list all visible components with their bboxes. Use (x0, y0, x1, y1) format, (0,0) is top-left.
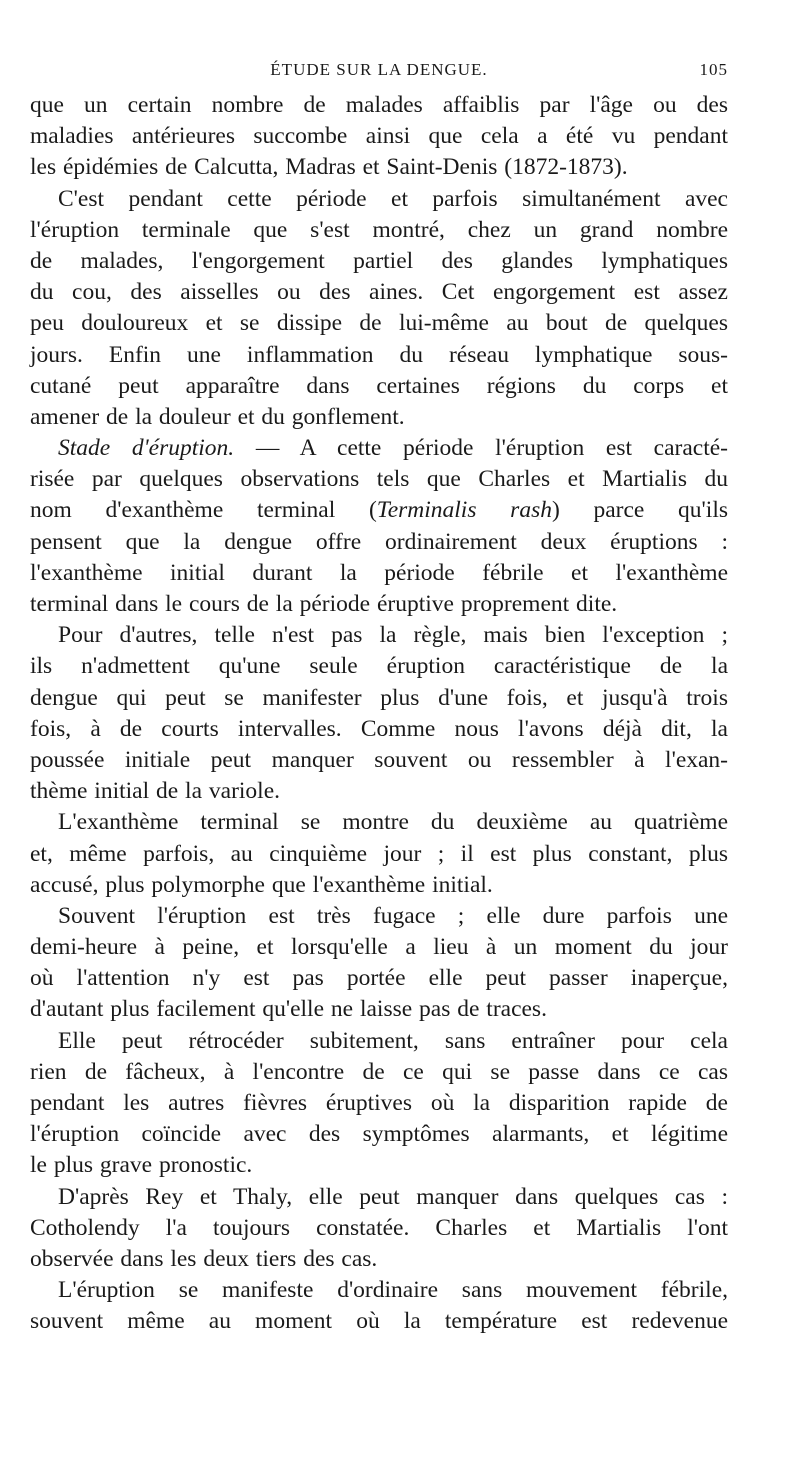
paragraph (30, 807, 728, 901)
paragraph (30, 90, 728, 184)
text-line: thème initial de la variole. (30, 778, 281, 805)
text-line: dengue qui peut se manifester plus d'une fois, et jusqu'à trois (30, 684, 728, 711)
text-line: risée par quelques observations tels que Charles et Martialis du (30, 466, 728, 493)
text-line: terminal dans le cours de la période éruptive proprement dite. (30, 591, 618, 617)
text-line: rien de fâcheux, à l'encontre de ce qui se passe dans ce cas (30, 1058, 728, 1085)
text-line: souvent même au moment où la température est redevenue (30, 1308, 728, 1335)
text-line: accusé, plus polymorphe que l'exanthème initial. (30, 871, 493, 898)
page-header (30, 60, 728, 90)
text-line: et, même parfois, au cinquième jour ; il est plus constant, plus (30, 840, 728, 867)
body-text (30, 90, 728, 1338)
text-line: Pour d'autres, telle n'est pas la règle, mais bien l'exception ; (58, 622, 728, 649)
book-page (30, 60, 728, 1338)
text-line: Souvent l'éruption est très fugace ; elle dure parfois une (58, 902, 728, 929)
text-line: Elle peut rétrocéder subitement, sans entraîner pour cela (58, 1027, 728, 1054)
text-line: L'éruption se manifeste d'ordinaire sans mouvement fébrile, (58, 1277, 728, 1304)
paragraph (30, 433, 728, 620)
text-line: d'autant plus facilement qu'elle ne laisse pas de traces. (30, 996, 547, 1023)
paragraph (30, 1026, 728, 1182)
text-segment: — A cette période l'éruption est caracté- (234, 435, 728, 462)
text-line: l'éruption terminale que s'est montré, chez un grand nombre (30, 216, 728, 243)
text-line: les épidémies de Calcutta, Madras et Saint-Denis (1872-1873). (30, 154, 628, 181)
text-line: l'exanthème initial durant la période fébrile et l'exanthème (30, 559, 728, 586)
text-line: demi-heure à peine, et lorsqu'elle a lieu à un moment du jour (30, 934, 728, 961)
text-line: le plus grave pronostic. (30, 1152, 253, 1179)
section-heading: Stade d'éruption. (58, 435, 235, 462)
text-line: fois, à de courts intervalles. Comme nous l'avons déjà dit, la (30, 715, 728, 742)
text-line: C'est pendant cette période et parfois simultanément avec (58, 185, 728, 212)
paragraph (30, 1275, 728, 1337)
text-line: jours. Enfin une inflammation du réseau lymphatique sous- (30, 341, 728, 368)
text-line: du cou, des aisselles ou des aines. Cet engorgement est assez (30, 279, 728, 306)
text-line: ils n'admettent qu'une seule éruption caractéristique de la (30, 653, 728, 680)
text-line: D'après Rey et Thaly, elle peut manquer dans quelques cas : (58, 1183, 728, 1210)
text-line: cutané peut apparaître dans certaines régions du corps et (30, 372, 728, 399)
text-line: où l'attention n'y est pas portée elle peut passer inaperçue, (30, 965, 728, 992)
text-line: que un certain nombre de malades affaiblis par l'âge ou des (30, 92, 728, 118)
text-line: pensent que la dengue offre ordinairement deux éruptions : (30, 528, 728, 555)
text-line (30, 495, 728, 526)
text-line: maladies antérieures succombe ainsi que cela a été vu pendant (30, 123, 728, 150)
text-line: L'exanthème terminal se montre du deuxième au quatrième (58, 809, 728, 836)
text-segment: ) parce qu'ils (551, 497, 728, 524)
text-line: poussée initiale peut manquer souvent ou ressembler à l'exan- (30, 746, 728, 773)
paragraph (30, 184, 728, 434)
text-line: Cotholendy l'a toujours constatée. Charles et Martialis l'ont (30, 1214, 728, 1241)
text-line: de malades, l'engorgement partiel des glandes lymphatiques (30, 247, 728, 274)
text-line (30, 433, 728, 464)
running-title: ÉTUDE SUR LA DENGUE. (270, 60, 488, 79)
text-line: pendant les autres fièvres éruptives où la disparition rapide de (30, 1090, 728, 1116)
italic-term: Terminalis rash (376, 497, 552, 524)
text-line: peu douloureux et se dissipe de lui-même au bout de quelques (30, 310, 728, 337)
text-line: l'éruption coïncide avec des symptômes alarmants, et légitime (30, 1121, 728, 1148)
paragraph (30, 901, 728, 1026)
text-line: observée dans les deux tiers des cas. (30, 1245, 378, 1272)
page-number: 105 (699, 60, 728, 79)
text-segment: nom d'exanthème terminal ( (30, 497, 377, 524)
paragraph (30, 1182, 728, 1276)
paragraph (30, 620, 728, 807)
text-line: amener de la douleur et du gonflement. (30, 403, 405, 430)
